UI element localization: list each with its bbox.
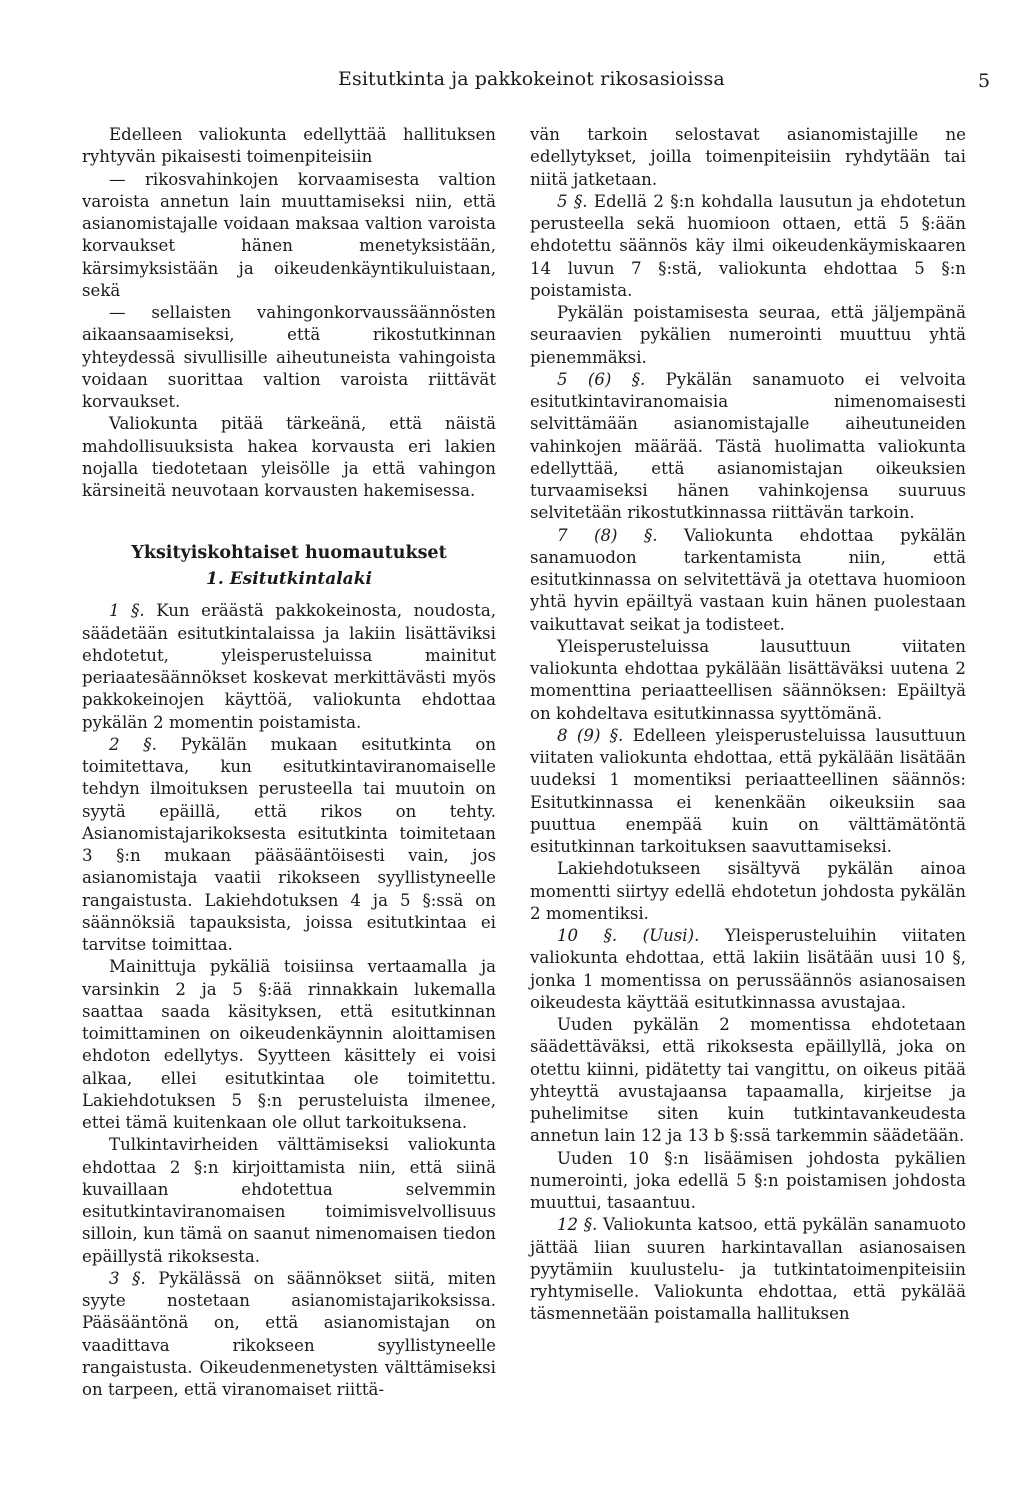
right-column xyxy=(530,124,966,1326)
section-number: 1 §. xyxy=(109,601,145,621)
section-paragraph xyxy=(82,1268,496,1402)
section-number: 3 §. xyxy=(109,1268,146,1288)
section-number: 7 (8) §. xyxy=(557,525,658,545)
paragraph: Tulkintavirheiden välttämiseksi valiokunta ehdottaa 2 §:n kirjoittamista niin, että siinä kuvaillaan ehdotettua selvemmin esitutkintaviranomaisen toimimisvelvollisuus silloin, kun tämä on saanut nimenomaisen tiedon epäillystä rikoksesta. xyxy=(82,1135,496,1266)
section-heading: Yksityiskohtaiset huomautukset xyxy=(131,543,447,564)
section-number: 8 (9) §. xyxy=(557,725,624,745)
paragraph-continued: vän tarkoin selostavat asianomistajille ne edellytykset, joilla toimenpiteisiin ryhdytään tai niitä jatketaan. xyxy=(530,125,966,189)
section-number: 10 §. (Uusi). xyxy=(557,926,700,945)
section-text: Valiokunta katsoo, että pykälän sanamuoto jättää liian suuren harkintavallan asianosaisen pyytämiin kuulustelu- ja tutkintatoimenpiteisiin ryhtymiselle. Valiokunta ehdottaa, että pykälää täsmennetään poistamalla hallituksen xyxy=(530,1215,966,1324)
section-text: Pykälässä on säännökset siitä, miten syyte nostetaan asianomistajarikoksissa. Pääsääntönä on, että asianomistajan on vaadittava rikokseen syyllistyneelle rangaistusta. Oikeudenmenetysten välttämiseksi on tarpeen, että viranomaiset riittä- xyxy=(82,1268,497,1399)
section-paragraph xyxy=(530,725,966,859)
paragraph: Valiokunta pitää tärkeänä, että näistä mahdollisuuksista hakea korvausta eri lakien nojalla tiedotetaan yleisölle ja että vahingon kärsineitä neuvotaan korvausten hakemisessa. xyxy=(82,414,496,500)
section-number: 2 §. xyxy=(109,734,157,754)
section-number: 5 §. xyxy=(557,191,588,211)
section-number: 12 §. xyxy=(557,1215,598,1235)
section-paragraph xyxy=(530,369,966,525)
dash-item: — rikosvahinkojen korvaamisesta valtion varoista annetun lain muuttamiseksi niin, että asianomistajalle voidaan maksaa valtion varoista korvaukset hänen menetyksistään, kärsimyksistään ja oikeudenkäyntikuluistaan, sekä xyxy=(82,169,496,300)
running-title: Esitutkinta ja pakkokeinot rikosasioissa xyxy=(338,68,725,90)
section-text: Pykälän sanamuoto ei velvoita esitutkintaviranomaisia nimenomaisesti selvittämään asianomistajalle aiheutuneiden vahinkojen määrää. Tästä huolimatta valiokunta edellyttää, että asianomistajan oikeuksien turvaamiseksi hänen vahinkojensa suuruus selvitetään rikostutkinnassa riittävän tarkoin. xyxy=(530,369,966,523)
section-text: Valiokunta ehdottaa pykälän sanamuodon tarkentamista niin, että esitutkinnassa on selvitettävä ja otettava huomioon yhtä hyvin epäiltyä vastaan kuin hänen puolestaan vaikuttavat seikat ja todisteet. xyxy=(530,525,966,634)
section-text: Edellä 2 §:n kohdalla lausutun ja ehdotetun perusteella sekä huomioon ottaen, että 5 §:ään ehdotettu säännös käy ilmi oikeudenkäymiskaaren 14 luvun 7 §:stä, valiokunta ehdottaa 5 §:n poistamista. xyxy=(530,191,966,300)
paragraph: Edelleen valiokunta edellyttää hallituksen ryhtyvän pikaisesti toimenpiteisiin xyxy=(82,125,496,167)
paragraph: Mainittuja pykäliä toisiinsa vertaamalla ja varsinkin 2 ja 5 §:ää rinnakkain lukemalla saattaa saada käsityksen, että esitutkinnan toimittaminen on oikeudenkäynnin aloittamisen ehdoton edellytys. Syytteen käsittely ei voisi alkaa, ellei esitutkintaa ole toimitettu. Lakiehdotuksen 5 §:n perusteluista ilmenee, ettei tämä kuitenkaan ole ollut tarkoituksena. xyxy=(82,957,496,1132)
section-paragraph xyxy=(82,600,496,734)
paragraph: Lakiehdotukseen sisältyvä pykälän ainoa momentti siirtyy edellä ehdotetun johdosta pykälän 2 momentiksi. xyxy=(530,859,966,923)
paragraph: Uuden 10 §:n lisäämisen johdosta pykälien numerointi, joka edellä 5 §:n poistamisen johdosta muuttui, tasaantuu. xyxy=(530,1148,966,1212)
subsection-heading: 1. Esitutkintalaki xyxy=(206,569,372,590)
section-text: Edelleen yleisperusteluissa lausuttuun viitaten valiokunta ehdottaa, että pykälään lisätään uudeksi 1 momentiksi periaatteellinen säännös: Esitutkinnassa ei kenenkään oikeuksiin saa puuttua enempää kuin on välttämätöntä esitutkinnan tarkoituksen saavuttamiseksi. xyxy=(530,725,966,856)
left-column xyxy=(82,124,496,1401)
page-header xyxy=(0,60,1024,100)
section-text: Yleisperusteluihin viitaten valiokunta ehdottaa, että lakiin lisätään uusi 10 §, jonka 1 momentissa on perussäännös asianosaisen oikeudesta käyttää esitutkinnassa avustajaa. xyxy=(530,926,966,1012)
dash-item: — sellaisten vahingonkorvaussäännösten aikaansaamiseksi, että rikostutkinnan yhteydessä sivullisille aiheutuneista vahingoista voidaan suorittaa valtion varoista riittävät korvaukset. xyxy=(82,303,496,411)
section-number: 5 (6) §. xyxy=(557,369,646,389)
paragraph: Yleisperusteluissa lausuttuun viitaten valiokunta ehdottaa pykälään lisättäväksi uutena 2 momenttina periaatteellisen säännöksen: Epäiltyä on kohdeltava esitutkinnassa syyttömänä. xyxy=(530,636,966,723)
section-paragraph xyxy=(82,734,496,957)
section-paragraph xyxy=(530,1214,966,1325)
paragraph: Pykälän poistamisesta seuraa, että jäljempänä seuraavien pykälien numerointi muuttuu yhtä pienemmäksi. xyxy=(530,303,966,367)
section-text: Kun eräästä pakkokeinosta, noudosta, säädetään esitutkintalaissa ja lakiin lisättäviksi ehdotetut, yleisperusteluissa mainitut periaatesäännökset koskevat merkittävästi myös pakkokeinojen käyttöä, valiokunta ehdottaa pykälän 2 momentin poistamista. xyxy=(82,601,496,732)
section-paragraph xyxy=(530,191,966,302)
section-text: Pykälän mukaan esitutkinta on toimitettava, kun esitutkintaviranomaiselle tehdyn ilmoituksen perusteella tai muutoin on syytä epäillä, että rikos on tehty. Asianomistajarikoksesta esitutkinta toimitetaan 3 §:n mukaan pääsääntöisesti vain, jos asianomistaja vaatii rikokseen syyllistyneelle rangaistusta. Lakiehdotuksen 4 ja 5 §:ssä on säännöksiä tapauksista, joissa esitutkintaa ei tarvitse toimittaa. xyxy=(82,734,497,954)
paragraph: Uuden pykälän 2 momentissa ehdotetaan säädettäväksi, että rikoksesta epäillyllä, joka on otettu kiinni, pidätetty tai vangittu, on oikeus pitää yhteyttä avustajaansa tapaamalla, kirjeitse ja puhelimitse siten kuin tutkintavankeudesta annetun lain 12 ja 13 b §:ssä tarkemmin säädetään. xyxy=(530,1015,966,1146)
page-number: 5 xyxy=(978,70,991,92)
section-paragraph xyxy=(530,925,966,1014)
section-paragraph xyxy=(530,525,966,636)
